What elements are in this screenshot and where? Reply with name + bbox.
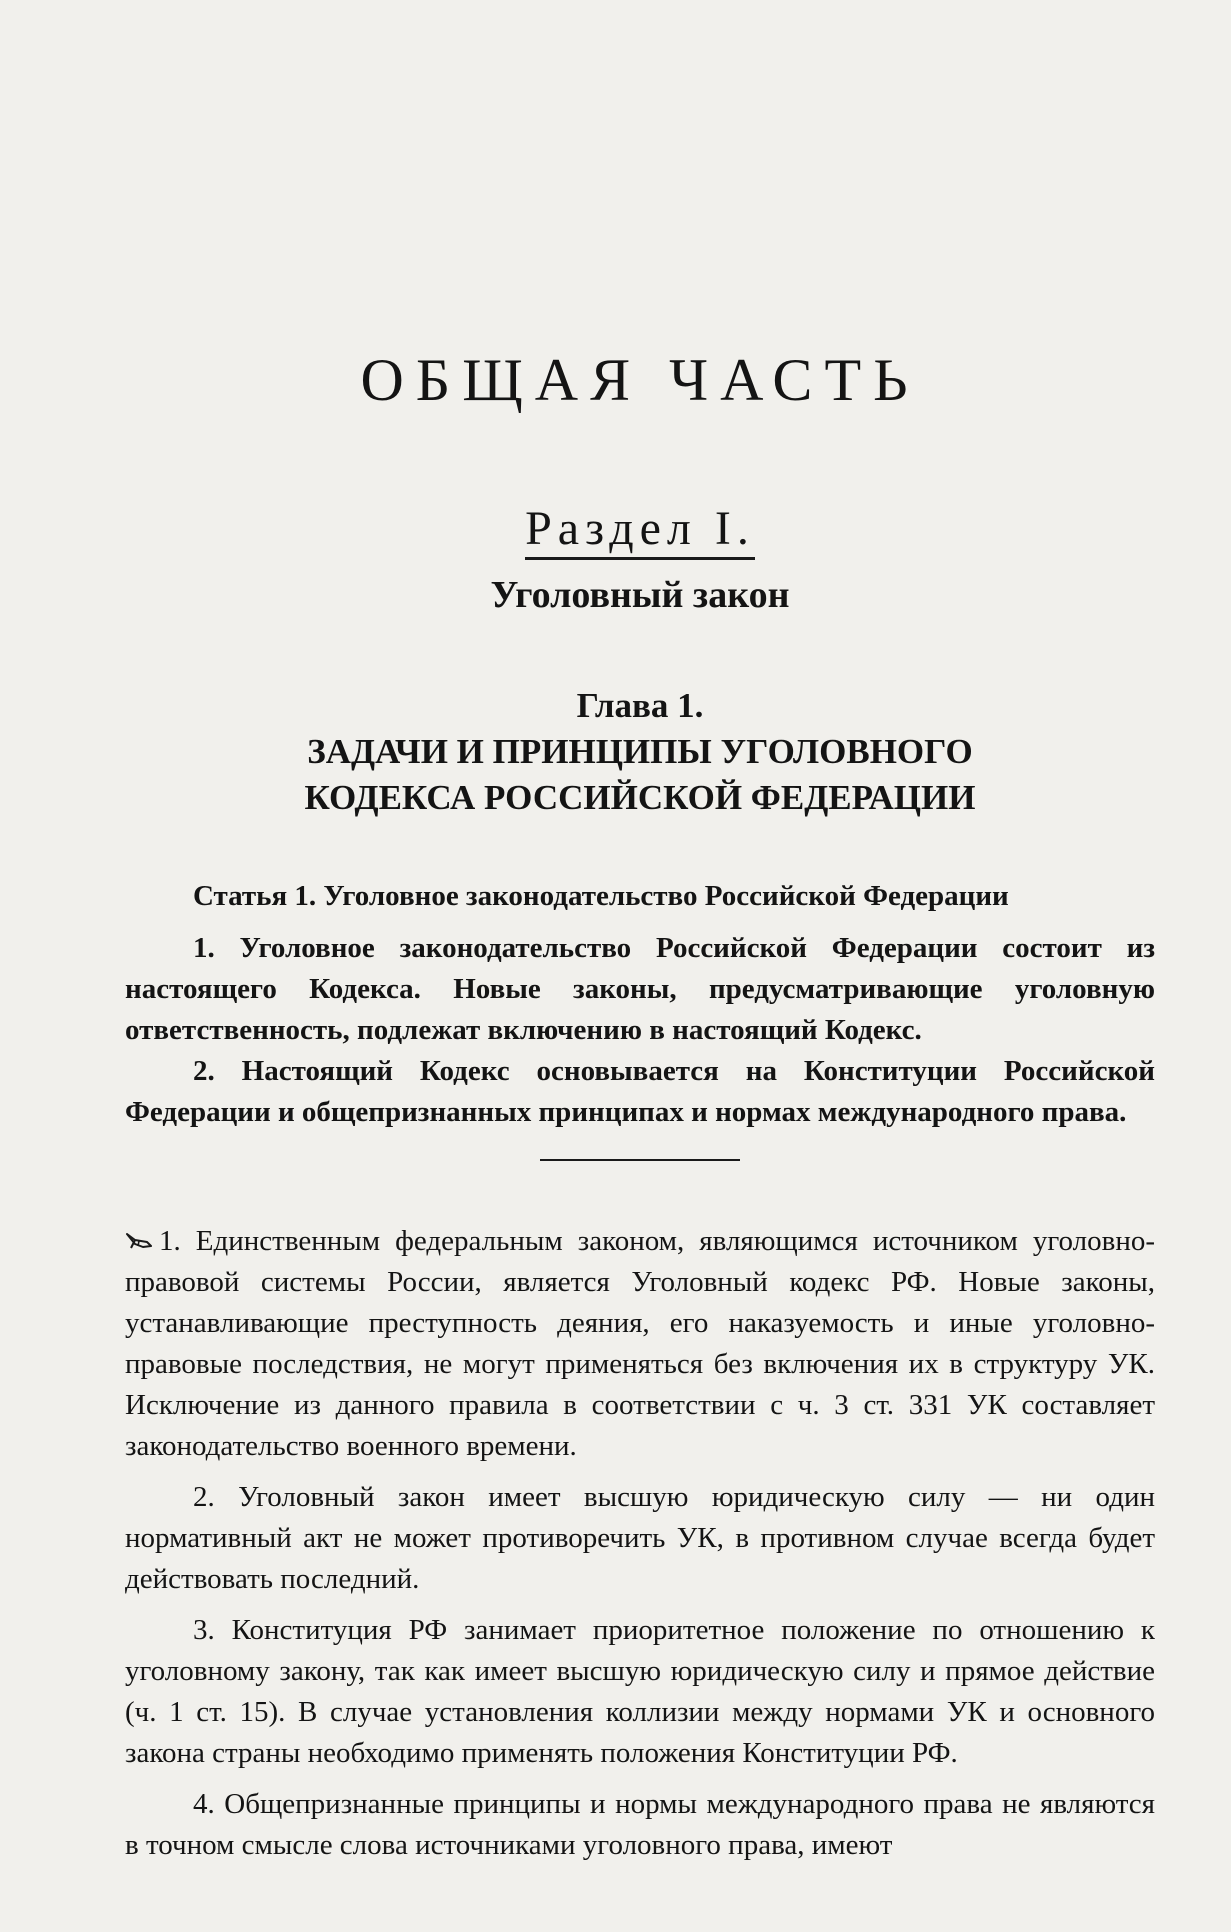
commentary-paragraph-1-text: 1. Единственным федеральным законом, являющимся источником уголовно-правовой системы России, является Уголовный кодекс РФ. Новые законы, устанавливающие преступность деяния, его наказуемость и иные уголовно-правовые последствия, не могут применяться без включения их в структуру УК. Исключение из данного правила в соответствии с ч. 3 ст. 331 УК составляет законодательство военного времени.: [125, 1225, 1155, 1463]
commentary: [125, 1221, 1155, 1866]
pen-hand-icon: [125, 1223, 153, 1245]
article-heading: Статья 1. Уголовное законодательство Российской Федерации: [193, 880, 1009, 913]
chapter-title-line-2: КОДЕКСА РОССИЙСКОЙ ФЕДЕРАЦИИ: [304, 778, 976, 818]
article-paragraph-1: 1. Уголовное законодательство Российской Федерации состоит из настоящего Кодекса. Новые законы, предусматривающие уголовную ответственность, подлежат включению в настоящий Кодекс.: [125, 932, 1155, 1047]
commentary-paragraph-2: 2. Уголовный закон имеет высшую юридическую силу — ни один нормативный акт не может противоречить УК, в противном случае всегда будет действовать последний.: [125, 1481, 1155, 1596]
commentary-paragraph-3: 3. Конституция РФ занимает приоритетное положение по отношению к уголовному закону, так как имеет высшую юридическую силу и прямое действие (ч. 1 ст. 15). В случае установления коллизии между нормами УК и основного закона страны необходимо применять положения Конституции РФ.: [125, 1614, 1155, 1770]
part-title: ОБЩАЯ ЧАСТЬ: [360, 347, 920, 413]
section-title: [125, 502, 1155, 555]
section-divider: [540, 1159, 740, 1161]
section-subtitle: Уголовный закон: [490, 574, 790, 616]
section-title-text: Раздел I.: [525, 502, 755, 560]
chapter-label: Глава 1.: [576, 685, 704, 725]
pen-hand-icon-svg: [125, 1230, 153, 1252]
chapter-title: [125, 729, 1155, 821]
commentary-paragraph-4: 4. Общепризнанные принципы и нормы международного права не являются в точном смысле слова источниками уголовного права, имеют: [125, 1788, 1155, 1862]
chapter-title-line-1: ЗАДАЧИ И ПРИНЦИПЫ УГОЛОВНОГО: [307, 732, 973, 772]
article-paragraph-2: 2. Настоящий Кодекс основывается на Конституции Российской Федерации и общепризнанных принципах и нормах международного права.: [125, 1055, 1155, 1129]
article-law-text: [125, 928, 1155, 1133]
commentary-paragraph-1: [125, 1221, 1155, 1467]
page-text-block: [125, 0, 1155, 1866]
